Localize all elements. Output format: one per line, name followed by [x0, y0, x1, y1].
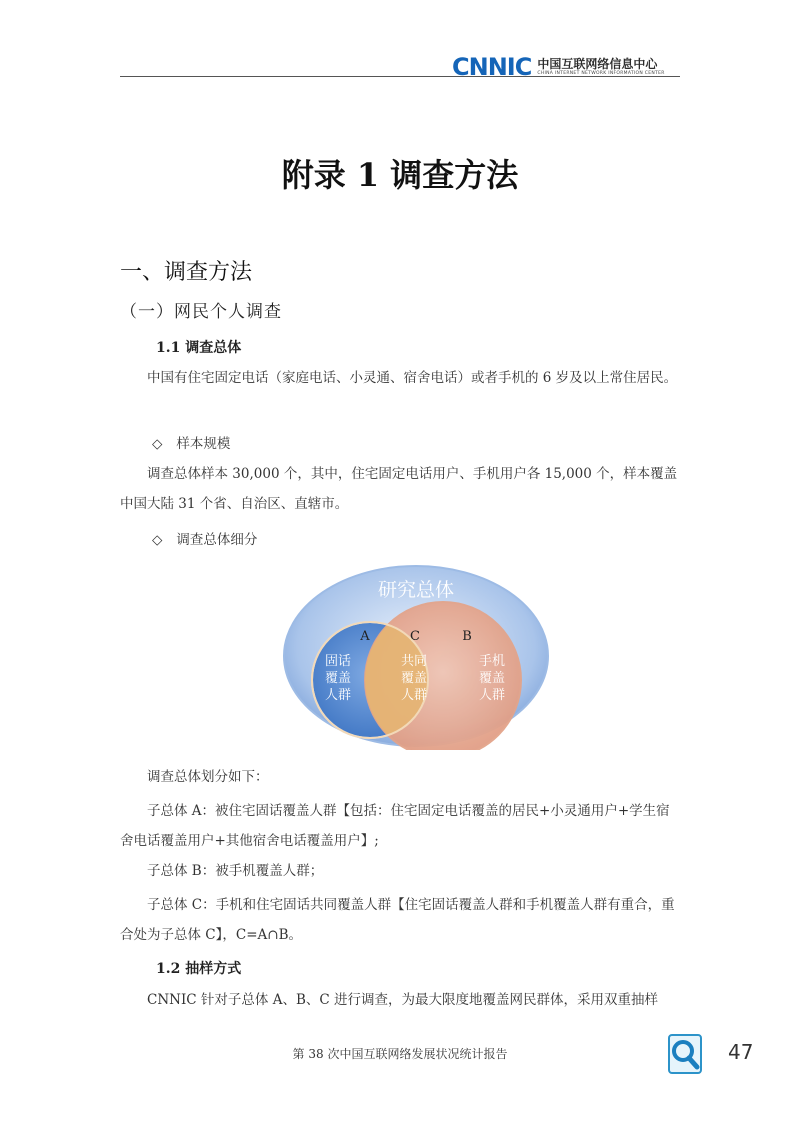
- sub-heading: （一）网民个人调查: [120, 302, 282, 322]
- venn-b-line-3: 人群: [478, 688, 506, 703]
- venn-label-c: C: [410, 629, 420, 644]
- venn-b-line-1: 手机: [478, 654, 506, 669]
- diamond-icon: ◇: [152, 436, 163, 452]
- venn-a-line-3: 人群: [324, 688, 352, 703]
- venn-b-line-2: 覆盖: [478, 671, 506, 686]
- page-title: 附录 1 调查方法: [281, 156, 519, 194]
- paragraph-sample: 调查总体样本 30,000 个，其中，住宅固定电话用户、手机用户各 15,000 个，样本覆盖中国大陆 31 个省、自治区、直辖市。: [120, 466, 678, 512]
- paragraph-sampling: CNNIC 针对子总体 A、B、C 进行调查，为最大限度地覆盖网民群体，采用双重抽样: [147, 992, 658, 1008]
- venn-label-b: B: [462, 629, 472, 644]
- paragraph-division: 调查总体划分如下：: [147, 769, 269, 785]
- bullet-sample-size-label: 样本规模: [176, 436, 231, 452]
- venn-diagram: [280, 562, 552, 750]
- heading-1-2: 1.2 抽样方式: [156, 961, 242, 977]
- heading-1-1: 1.1 调查总体: [156, 340, 242, 356]
- bullet-subdivision-label: 调查总体细分: [176, 532, 258, 548]
- paragraph-subpop-b: 子总体 B：被手机覆盖人群；: [147, 863, 324, 879]
- cnnic-logo: [452, 52, 665, 82]
- venn-outer-label: 研究总体: [377, 579, 455, 601]
- magnifier-logo-icon: [668, 1034, 702, 1074]
- section-heading: 一、调查方法: [120, 260, 253, 285]
- header-rule: [120, 76, 680, 77]
- logo-mark: CNNIC: [452, 53, 532, 81]
- paragraph-subpop-c: 子总体 C：手机和住宅固话共同覆盖人群【住宅固话覆盖人群和手机覆盖人群有重合，重合处为子总体 C】，C=A∩B。: [120, 897, 675, 943]
- venn-c-line-3: 人群: [400, 688, 428, 703]
- bullet-subdivision: [152, 528, 257, 548]
- diamond-icon: ◇: [152, 532, 163, 548]
- logo-en: CHINA INTERNET NETWORK INFORMATION CENTER: [537, 71, 665, 76]
- paragraph-population: 中国有住宅固定电话（家庭电话、小灵通、宿舍电话）或者手机的 6 岁及以上常住居民。: [147, 370, 678, 386]
- logo-text: [537, 57, 664, 77]
- venn-c-line-1: 共同: [400, 654, 428, 669]
- paragraph-subpop-a: 子总体 A：被住宅固话覆盖人群【包括：住宅固定电话覆盖的居民+小灵通用户+学生宿舍电话覆盖用户+其他宿舍电话覆盖用户】;: [120, 803, 670, 849]
- page-number: 47: [728, 1040, 754, 1064]
- bullet-sample-size: [152, 432, 230, 452]
- venn-label-a: A: [360, 629, 370, 644]
- footer-text: 第 38 次中国互联网络发展状况统计报告: [292, 1047, 508, 1061]
- venn-a-line-2: 覆盖: [324, 671, 352, 686]
- venn-a-line-1: 固话: [324, 654, 352, 669]
- venn-c-line-2: 覆盖: [400, 671, 428, 686]
- logo-cn: 中国互联网络信息中心: [537, 57, 658, 71]
